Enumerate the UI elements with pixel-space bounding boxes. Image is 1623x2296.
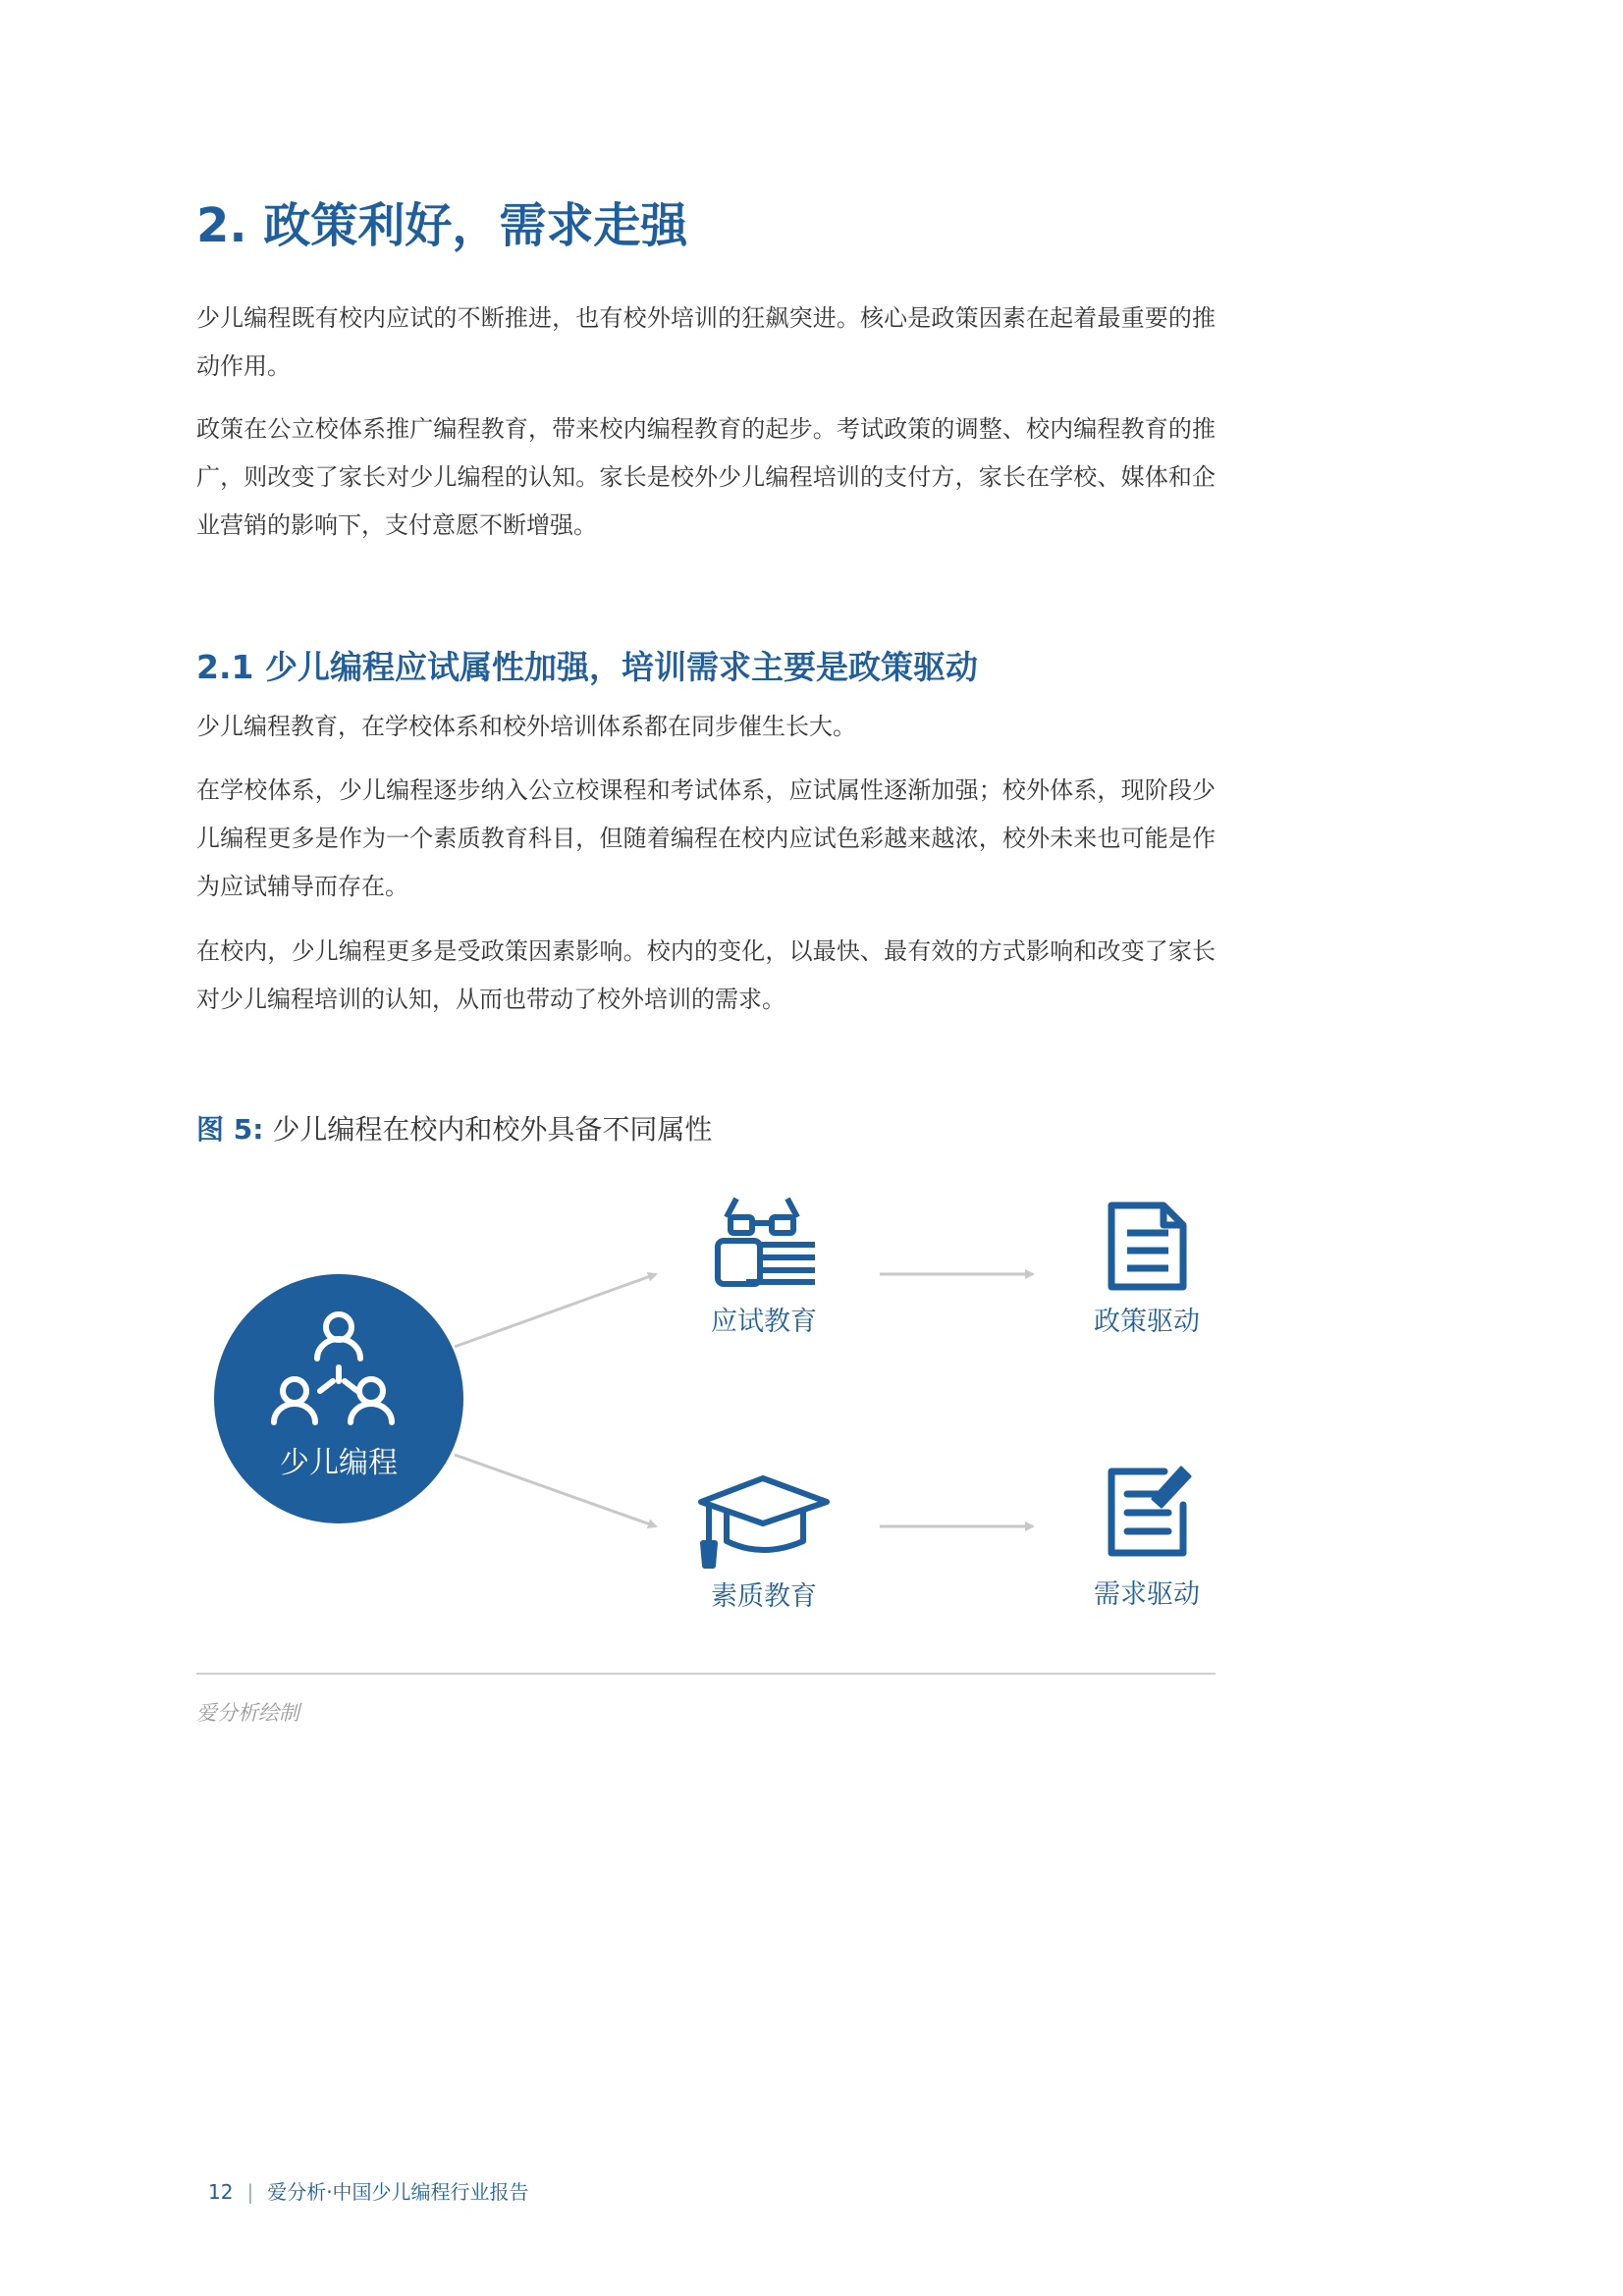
- section-paragraph-2: 政策在公立校体系推广编程教育，带来校内编程教育的起步。考试政策的调整、校内编程教育的推广，则改变了家长对少儿编程的认知。家长是校外少儿编程培训的支付方，家长在学校、媒体和企业营销的影响下，支付意愿不断增强。: [196, 415, 1216, 539]
- figure-caption: 少儿编程在校内和校外具备不同属性: [272, 1113, 713, 1146]
- top-right-node-label: 政策驱动: [1094, 1307, 1200, 1337]
- arrow-center-to-bottom: [455, 1455, 656, 1526]
- arrow-center-to-top: [455, 1274, 656, 1347]
- subsection-paragraph-1: 少儿编程教育，在学校体系和校外培训体系都在同步催生长大。: [196, 713, 856, 740]
- figure-divider: [196, 1673, 1216, 1675]
- page-footer: [208, 2178, 529, 2206]
- subsection-title: 2.1 少儿编程应试属性加强，培训需求主要是政策驱动: [196, 648, 978, 686]
- graduation-cap-icon: [701, 1478, 827, 1566]
- bottom-mid-node-label: 素质教育: [711, 1581, 817, 1612]
- subsection-paragraph-2: 在学校体系，少儿编程逐步纳入公立校课程和考试体系，应试属性逐渐加强；校外体系，现阶段少儿编程更多是作为一个素质教育科目，但随着编程在校内应试色彩越来越浓，校外未来也可能是作为应试辅导而存在。: [196, 776, 1216, 900]
- section-paragraph-1: 少儿编程既有校内应试的不断推进，也有校外培训的狂飙突进。核心是政策因素在起着最重要的推动作用。: [196, 304, 1216, 380]
- figure-label: 图 5:: [196, 1113, 264, 1146]
- footer-separator: |: [246, 2180, 254, 2204]
- figure-source: 爱分析绘制: [196, 1701, 299, 1725]
- edit-document-icon: [1111, 1468, 1190, 1553]
- report-title: 爱分析·中国少儿编程行业报告: [267, 2180, 529, 2204]
- document-icon: [1111, 1205, 1183, 1287]
- section-title: 2. 政策利好，需求走强: [196, 198, 688, 253]
- page-number: 12: [208, 2180, 234, 2204]
- subsection-paragraph-3: 在校内，少儿编程更多是受政策因素影响。校内的变化，以最快、最有效的方式影响和改变了家长对少儿编程培训的认知，从而也带动了校外培训的需求。: [196, 937, 1216, 1013]
- center-node-label: 少儿编程: [280, 1446, 398, 1480]
- top-mid-node-label: 应试教育: [711, 1307, 817, 1337]
- bottom-right-node-label: 需求驱动: [1094, 1579, 1200, 1610]
- glasses-books-icon: [718, 1199, 815, 1284]
